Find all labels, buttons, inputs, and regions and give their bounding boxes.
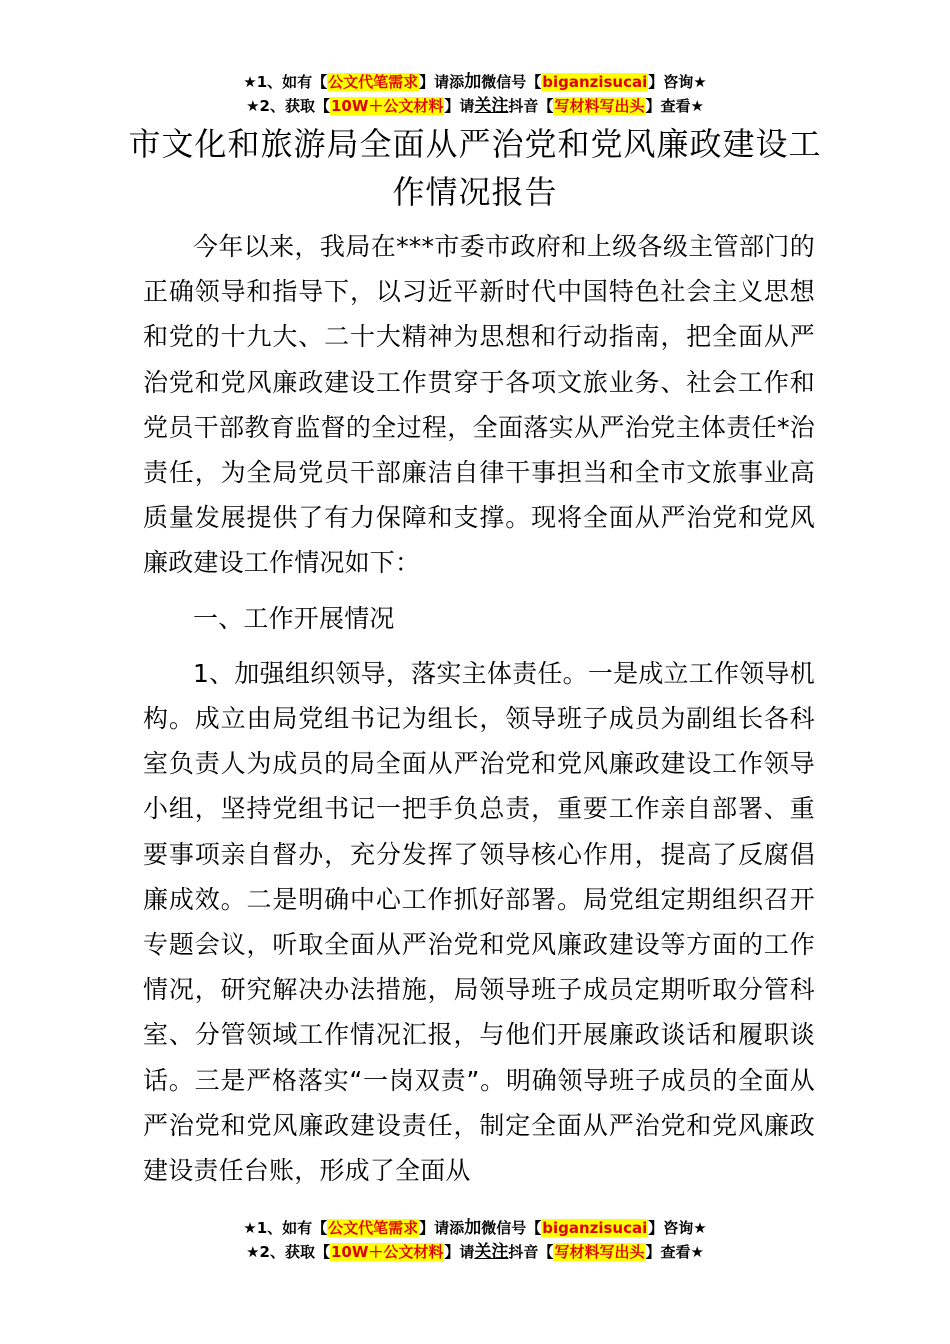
promo-highlight: 10W＋公文材料 (330, 97, 444, 115)
promo-wechat-id: biganzisucai (542, 73, 648, 91)
document-body (143, 224, 815, 1193)
promo-text: 关注 (474, 1242, 509, 1262)
promo-highlight: 公文代笔需求 (328, 73, 419, 91)
section-heading: 一、工作开展情况 (193, 603, 395, 633)
promo-text: 】请添 (419, 1219, 465, 1237)
promo-text: 】请添 (419, 73, 465, 91)
promo-text: 关注 (474, 96, 509, 116)
promo-line-2 (0, 1240, 950, 1264)
promo-text: ★2、获取【 (246, 97, 330, 115)
promo-highlight: 公文代笔需求 (328, 1219, 419, 1237)
promo-highlight: 10W＋公文材料 (330, 1243, 444, 1261)
promo-text: 微信号【 (481, 73, 542, 91)
intro-paragraph: 今年以来，我局在***市委市政府和上级各级主管部门的正确领导和指导下，以习近平新时代中国特色社会主义思想和党的十九大、二十大精神为思想和行动指南，把全面从严治党和党风廉政建设工作贯穿于各项文旅业务、社会工作和党员干部教育监督的全过程，全面落实从严治党主体责任*治责任，为全局党员干部廉洁自律干事担当和全市文旅事业高质量发展提供了有力保障和支撑。现将全面从严治党和党风廉政建设工作情况如下： (143, 232, 815, 578)
promo-text: 】咨询★ (648, 1219, 707, 1237)
promo-line-1 (0, 70, 950, 94)
promo-text: 】咨询★ (648, 73, 707, 91)
promo-text: 微信号【 (481, 1219, 542, 1237)
promo-text: 抖音【 (508, 1243, 554, 1261)
promo-text: 加 (464, 1218, 482, 1238)
promo-line-1 (0, 1216, 950, 1240)
promo-text: 抖音【 (508, 97, 554, 115)
promo-text: 加 (464, 72, 482, 92)
promo-text: ★1、如有【 (243, 73, 328, 91)
promo-line-2 (0, 94, 950, 118)
promo-wechat-id: biganzisucai (542, 1219, 648, 1237)
promo-text: ★1、如有【 (243, 1219, 328, 1237)
promo-text: 】请 (444, 97, 475, 115)
promo-text: 】查看★ (645, 97, 704, 115)
document-title: 市文化和旅游局全面从严治党和党风廉政建设工作情况报告 (128, 125, 822, 211)
top-promo-banner (0, 70, 950, 118)
promo-text: 】查看★ (645, 1243, 704, 1261)
promo-text: ★2、获取【 (246, 1243, 330, 1261)
promo-highlight: 写材料写出头 (554, 1243, 645, 1261)
bottom-promo-banner (0, 1216, 950, 1264)
promo-highlight: 写材料写出头 (554, 97, 645, 115)
body-paragraph: 1、加强组织领导，落实主体责任。一是成立工作领导机构。成立由局党组书记为组长，领导班子成员为副组长各科室负责人为成员的局全面从严治党和党风廉政建设工作领导小组，坚持党组书记一把手负总责，重要工作亲自部署、重要事项亲自督办，充分发挥了领导核心作用，提高了反腐倡廉成效。二是明确中心工作抓好部署。局党组定期组织召开专题会议，听取全面从严治党和党风廉政建设等方面的工作情况，研究解决办法措施，局领导班子成员定期听取分管科室、分管领域工作情况汇报，与他们开展廉政谈话和履职谈话。三是严格落实“一岗双责”。明确领导班子成员的全面从严治党和党风廉政建设责任，制定全面从严治党和党风廉政建设责任台账，形成了全面从 (143, 658, 815, 1186)
promo-text: 】请 (444, 1243, 475, 1261)
